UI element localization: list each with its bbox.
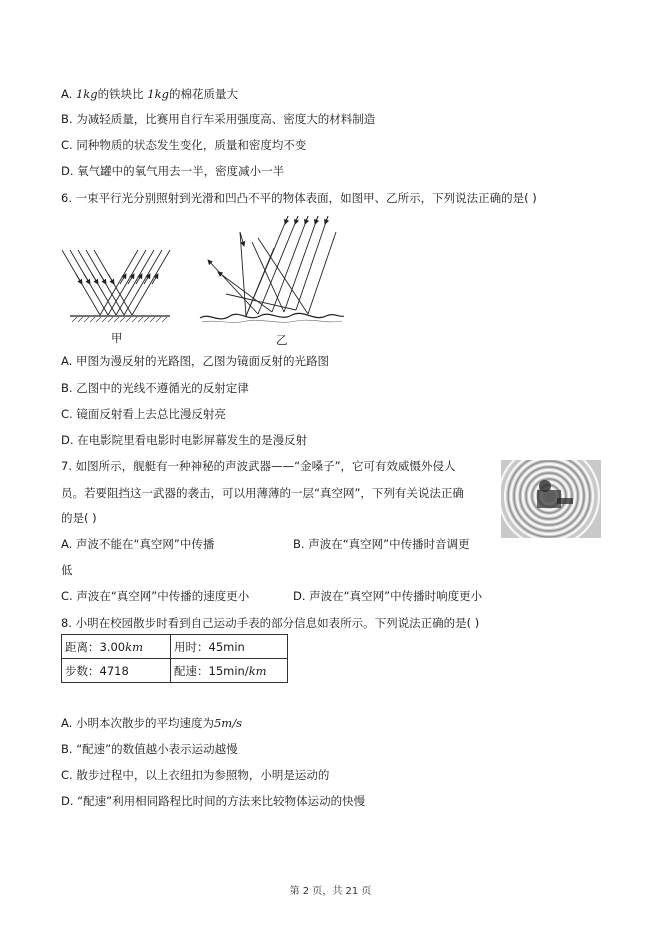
time-cell: 用时：45min: [171, 635, 288, 659]
q6-option-a: A. 甲图为漫反射的光路图，乙图为镜面反射的光路图: [61, 354, 329, 368]
distance-cell: 距离：3.00km: [62, 635, 171, 659]
pace-cell: 配速：15min/km: [171, 659, 288, 683]
steps-cell: 步数：4718: [62, 659, 171, 683]
page-footer: 第 2 页，共 21 页: [289, 886, 372, 897]
q6-option-c: C. 镜面反射看上去总比漫反射亮: [61, 407, 226, 421]
specular-reflection-diagram: [62, 245, 172, 325]
table-row: [62, 635, 288, 659]
q8-stem: 8. 小明在校园散步时看到自己运动手表的部分信息如表所示。下列说法正确的是( ): [61, 616, 480, 630]
q7-option-b-continued: 低: [61, 563, 73, 577]
table-row: [62, 659, 288, 683]
q7-stem-line-1: 7. 如图所示，舰艇有一种神秘的声波武器——“金嗓子”，它可有效威慑外侵人: [61, 459, 456, 473]
q5-option-a: A. 1kg的铁块比 1kg的棉花质量大: [61, 87, 238, 101]
sonic-weapon-photo: [501, 460, 601, 538]
q7-stem-line-3: 的是( ): [61, 511, 97, 525]
q5-option-c: C. 同种物质的状态发生变化，质量和密度均不变: [61, 138, 307, 152]
q7-option-c: C. 声波在“真空网”中传播的速度更小: [61, 589, 250, 603]
q5-option-b: B. 为减轻质量，比赛用自行车采用强度高、密度大的材料制造: [61, 112, 376, 126]
q8-option-b: B. “配速”的数值越小表示运动越慢: [61, 742, 238, 756]
q7-stem-line-2: 员。若要阻挡这一武器的袭击，可以用薄薄的一层“真空网”，下列有关说法正确: [61, 486, 464, 500]
q7-option-d: D. 声波在“真空网”中传播时响度更小: [293, 589, 483, 603]
figure-label-jia: 甲: [111, 331, 123, 345]
sports-watch-table: [61, 634, 288, 683]
q8-option-a: A. 小明本次散步的平均速度为5m/s: [61, 716, 242, 730]
q5-option-d: D. 氧气罐中的氧气用去一半，密度减小一半: [61, 164, 285, 178]
q8-option-d: D. “配速”利用相同路程比时间的方法来比较物体运动的快慢: [61, 794, 366, 808]
q7-option-a: A. 声波不能在“真空网”中传播: [61, 537, 215, 551]
q8-option-c: C. 散步过程中，以上衣纽扣为参照物，小明是运动的: [61, 768, 330, 782]
q6-option-d: D. 在电影院里看电影时电影屏幕发生的是漫反射: [61, 433, 308, 447]
q6-stem: 6. 一束平行光分别照射到光滑和凹凸不平的物体表面，如图甲、乙所示，下列说法正确的是( ): [61, 191, 537, 205]
q6-option-b: B. 乙图中的光线不遵循光的反射定律: [61, 381, 249, 395]
figure-label-yi: 乙: [276, 333, 288, 347]
q7-option-b: B. 声波在“真空网”中传播时音调更: [293, 537, 470, 551]
diffuse-reflection-diagram: [196, 212, 346, 330]
